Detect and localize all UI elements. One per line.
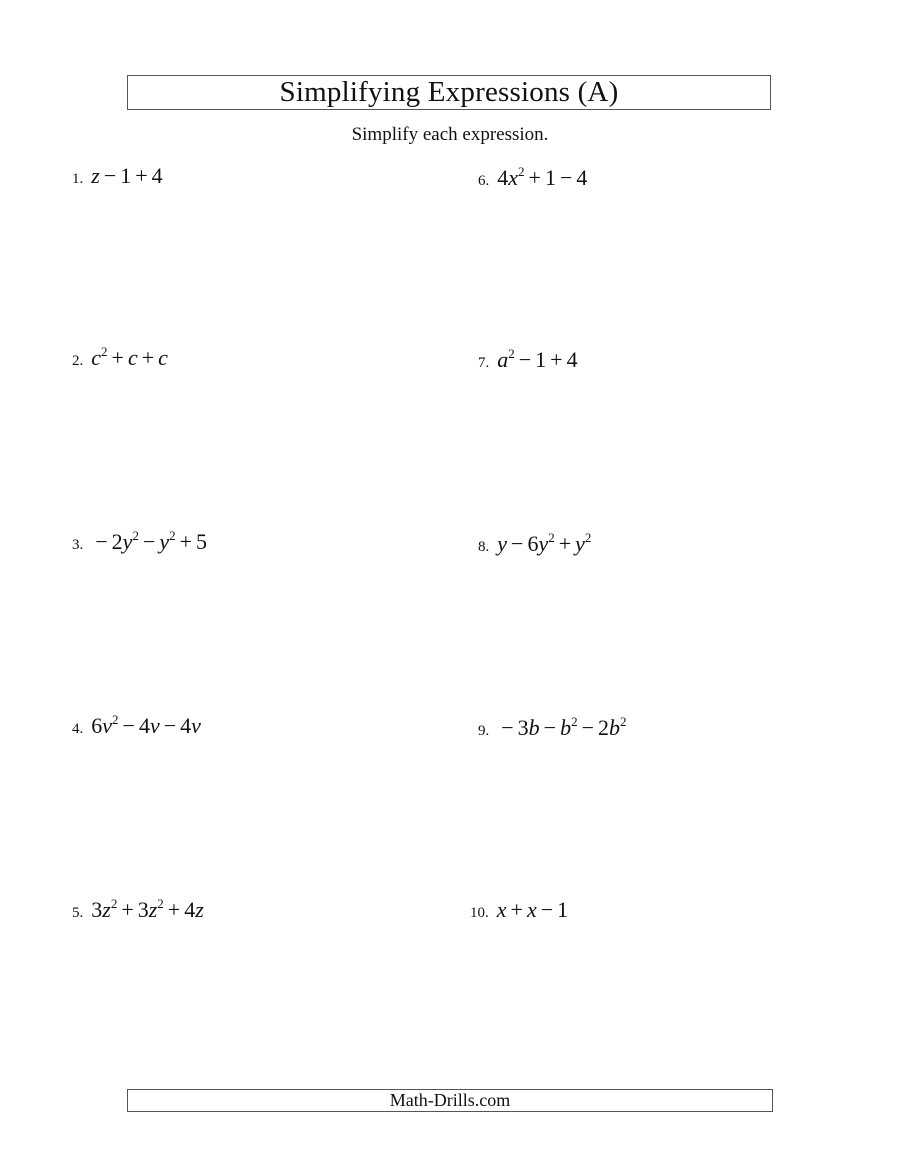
problem-expression: − $3b - b^2 - 2b^2$ — [501, 714, 627, 740]
problem-expression: $4x^2 + 1 - 4$ — [497, 164, 588, 190]
problem-number: 10. — [470, 905, 489, 921]
problem-expression: $y - 6y^2 + y^2$ — [497, 530, 592, 556]
problem-1 — [72, 163, 163, 189]
problem-expression: z − 1 + 4 — [91, 163, 163, 188]
problem-4 — [72, 713, 201, 739]
problem-6 — [478, 165, 587, 191]
footer — [127, 1089, 773, 1112]
title-text: Simplifying Expressions (A) — [279, 76, 619, 108]
problem-number: 8. — [478, 539, 490, 555]
problem-expression: $a^2 - 1 + 4$ — [497, 346, 578, 372]
problem-number: 2. — [72, 353, 84, 369]
problem-8 — [478, 531, 591, 557]
problem-number: 7. — [478, 355, 490, 371]
problem-expression: − $2y^2 - y^2 + 5$ — [95, 528, 208, 554]
problem-number: 6. — [478, 173, 490, 189]
footer-text: Math-Drills.com — [389, 1090, 511, 1110]
problem-expression: $c^2 + c + c$ — [91, 344, 168, 370]
problem-5 — [72, 897, 204, 923]
problem-3 — [72, 529, 207, 555]
problem-expression: $3z^2 + 3z^2 + 4z$ — [91, 896, 204, 922]
problem-number: 9. — [478, 723, 490, 739]
problem-10 — [470, 897, 568, 923]
problem-number: 4. — [72, 721, 84, 737]
problem-9 — [478, 715, 627, 741]
problem-expression: $6v^2 - 4v - 4v$ — [91, 712, 201, 738]
problem-number: 1. — [72, 171, 84, 187]
problem-expression: x + x − 1 — [496, 897, 569, 922]
instructions: Simplify each expression. — [351, 124, 549, 145]
problem-number: 3. — [72, 537, 84, 553]
worksheet-title — [127, 75, 771, 110]
problem-7 — [478, 347, 578, 373]
problem-number: 5. — [72, 905, 84, 921]
problem-2 — [72, 345, 168, 371]
